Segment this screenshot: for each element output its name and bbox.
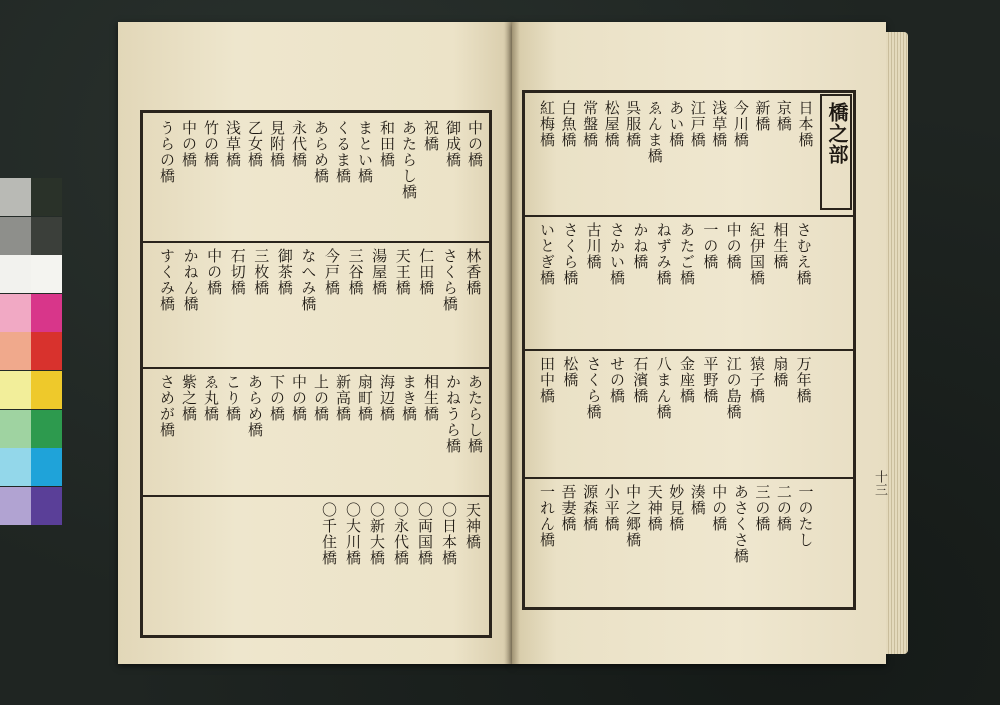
entry-column: 万年橋	[794, 356, 813, 404]
entry-column: 天神橋	[464, 502, 482, 550]
entry-column: 扇町橋	[356, 374, 374, 422]
entry-column: 八まん橋	[654, 356, 673, 420]
entry-column: 中の橋	[710, 484, 729, 532]
color-swatch	[31, 448, 62, 486]
entry-column: 下の橋	[268, 374, 286, 422]
entry-column: ゑんま橋	[645, 100, 664, 164]
entry-column: 石切橋	[228, 248, 247, 296]
entry-column: 二の橋	[774, 484, 793, 532]
entry-column: 呉服橋	[624, 100, 643, 148]
entry-column: すくみ橋	[158, 248, 176, 312]
entry-column: 一のたし	[796, 484, 815, 548]
color-swatch	[0, 487, 31, 525]
entry-column: 浅草橋	[224, 120, 242, 168]
entry-column: 金座橋	[678, 356, 696, 404]
entry-column: 一れん橋	[538, 484, 556, 548]
entry-column: 〇新大橋	[368, 502, 386, 566]
entry-column: 和田橋	[378, 120, 396, 168]
entry-column: 〇日本橋	[440, 502, 458, 566]
entry-column: 見附橋	[268, 120, 286, 168]
color-swatch	[31, 255, 62, 293]
entry-column: ゑ丸橋	[202, 374, 220, 422]
color-swatch	[0, 255, 31, 293]
entry-column: 仁田橋	[417, 248, 436, 296]
entry-column: 御茶橋	[275, 248, 294, 296]
entry-column: 中の橋	[466, 120, 484, 168]
entry-column: 上の橋	[312, 374, 330, 422]
entry-column: 江戸橋	[688, 100, 707, 148]
entry-column: あたらし橋	[466, 374, 484, 454]
entry-column: 中の橋	[290, 374, 308, 422]
entry-column: 〇大川橋	[344, 502, 362, 566]
entry-column: 祝橋	[422, 120, 440, 152]
color-swatch	[31, 332, 62, 370]
entry-column: 紀伊国橋	[748, 222, 766, 286]
entry-column: 中の橋	[205, 248, 224, 296]
entry-column: 海辺橋	[378, 374, 396, 422]
entry-column: 三谷橋	[346, 248, 365, 296]
entry-column: さくら橋	[440, 248, 459, 312]
entry-column: ねずみ橋	[654, 222, 673, 286]
entry-column: さむえ橋	[794, 222, 813, 286]
entry-column: 中之郷橋	[624, 484, 643, 548]
entry-column: 紅梅橋	[538, 100, 556, 148]
entry-column: 紫之橋	[180, 374, 198, 422]
entry-column: 天王橋	[393, 248, 412, 296]
entry-column: 浅草橋	[710, 100, 729, 148]
entry-column: かねうら橋	[444, 374, 462, 454]
entry-column: 松橋	[561, 356, 580, 388]
entry-column: まき橋	[400, 374, 418, 422]
entry-column: 今川橋	[731, 100, 750, 148]
color-swatch	[0, 178, 31, 216]
entry-column: 天神橋	[645, 484, 664, 532]
entry-column: 松屋橋	[602, 100, 621, 148]
entry-column: 三の橋	[753, 484, 772, 532]
entry-column: 常盤橋	[581, 100, 600, 148]
color-calibration-bar	[0, 178, 62, 526]
entry-column: 平野橋	[701, 356, 720, 404]
color-swatch	[31, 294, 62, 332]
color-swatch	[31, 178, 62, 216]
entry-column: 〇永代橋	[392, 502, 410, 566]
color-swatch	[0, 410, 31, 448]
entry-column: あい橋	[667, 100, 686, 148]
folio-number: 十三	[872, 470, 887, 496]
entry-column: 猿子橋	[748, 356, 766, 404]
entry-column: 源森橋	[581, 484, 600, 532]
entry-column: せの橋	[608, 356, 626, 404]
entry-column: あらめ橋	[246, 374, 264, 438]
entry-column: 相生橋	[771, 222, 790, 270]
entry-column: かねん橋	[181, 248, 200, 312]
entry-column: さくら橋	[584, 356, 603, 420]
color-swatch	[0, 448, 31, 486]
entry-column: 田中橋	[538, 356, 556, 404]
left-page	[118, 22, 512, 664]
entry-column: 中の橋	[724, 222, 743, 270]
entry-column: 妙見橋	[667, 484, 686, 532]
entry-column: 一の橋	[701, 222, 720, 270]
book-gutter	[504, 22, 520, 664]
entry-column: くるま橋	[334, 120, 352, 184]
entry-column: あたご橋	[678, 222, 696, 286]
color-swatch	[31, 371, 62, 409]
entry-column: さくら橋	[561, 222, 580, 286]
color-swatch	[0, 294, 31, 332]
entry-column: あさくさ橋	[731, 484, 750, 564]
color-swatch	[31, 217, 62, 255]
open-book	[118, 22, 910, 664]
entry-column: さめが橋	[158, 374, 176, 438]
entry-column: 日本橋	[796, 100, 815, 148]
color-swatch	[31, 487, 62, 525]
entry-column: うらの橋	[158, 120, 176, 184]
entry-column: 今戸橋	[323, 248, 341, 296]
entry-column: 小平橋	[602, 484, 621, 532]
entry-column: 京橋	[774, 100, 793, 132]
entry-column: 石濱橋	[631, 356, 650, 404]
entry-column: 扇橋	[771, 356, 790, 388]
entry-column: なへみ橋	[299, 248, 318, 312]
section-title: 橋之部	[825, 102, 849, 165]
entry-column: あらめ橋	[312, 120, 330, 184]
entry-column: まとい橋	[356, 120, 374, 184]
color-swatch	[0, 217, 31, 255]
entry-column: 吾妻橋	[559, 484, 578, 532]
entry-column: 永代橋	[290, 120, 308, 168]
entry-column: 江の島橋	[724, 356, 743, 420]
entry-column: 〇両国橋	[416, 502, 434, 566]
entry-column: 中の橋	[180, 120, 198, 168]
color-swatch	[0, 371, 31, 409]
entry-column: 乙女橋	[246, 120, 264, 168]
entry-column: 新橋	[753, 100, 772, 132]
entry-column: 〇千住橋	[320, 502, 338, 566]
entry-column: 白魚橋	[559, 100, 578, 148]
right-page	[512, 22, 886, 664]
entry-column: 御成橋	[444, 120, 462, 168]
entry-column: 竹の橋	[202, 120, 220, 168]
entry-column: 湯屋橋	[370, 248, 389, 296]
entry-column: あたらし橋	[400, 120, 418, 200]
color-swatch	[0, 332, 31, 370]
entry-column: こり橋	[224, 374, 242, 422]
entry-column: さかい橋	[608, 222, 626, 286]
entry-column: 新高橋	[334, 374, 352, 422]
entry-column: かね橋	[631, 222, 650, 270]
color-swatch	[31, 410, 62, 448]
entry-column: 林香橋	[464, 248, 483, 296]
entry-column: 古川橋	[584, 222, 603, 270]
entry-column: 相生橋	[422, 374, 440, 422]
entry-column: 三枚橋	[252, 248, 271, 296]
entry-column: いとぎ橋	[538, 222, 556, 286]
page-edges	[886, 32, 908, 654]
entry-column: 湊橋	[688, 484, 707, 516]
